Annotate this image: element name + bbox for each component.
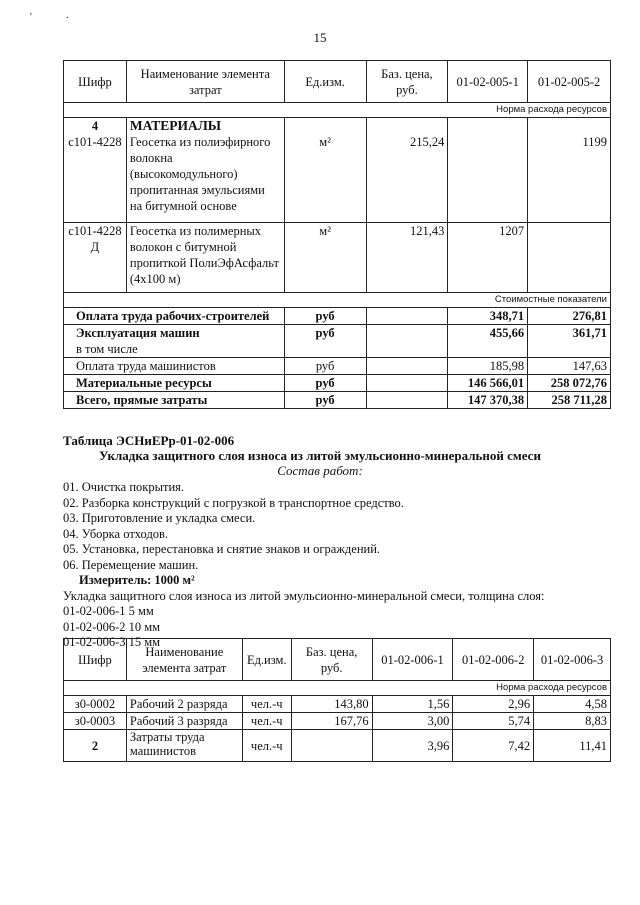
section-number: 4 [91,119,99,133]
variant: 01-02-006-2 10 мм [63,619,161,634]
row-value-1: 3,00 [372,713,453,730]
row-value-2 [528,223,611,293]
work-step: 01. Очистка покрытия. [63,480,185,494]
row-unit: м² [284,223,366,293]
row-value-1: 1207 [448,223,528,293]
row-unit: чел.-ч [242,713,291,730]
header-col-2: 01-02-006-2 [453,639,534,681]
cost-value-2: 147,63 [528,358,611,375]
row-code: с101-4228 [68,135,122,149]
table-row [64,730,611,762]
table-row [64,118,127,223]
cost-name: Эксплуатация машин [64,325,285,342]
work-steps [63,480,545,651]
cost-value-2: 258 711,28 [528,392,611,409]
cost-row [64,308,611,325]
row-price [291,730,372,762]
variant: 01-02-006-3 15 мм [63,635,161,649]
header-name: Наименование элемента затрат [126,639,242,681]
row-value-2: 1199 [528,118,611,223]
row-value-2: 5,74 [453,713,534,730]
norm-label: Норма расхода ресурсов [64,681,611,696]
cost-unit: руб [284,308,366,325]
row-name: Рабочий 2 разряда [126,696,242,713]
cost-value-1: 348,71 [448,308,528,325]
variant: 01-02-006-1 5 мм [63,604,154,618]
resource-table-2 [63,638,611,762]
row-code: з0-0002 [64,696,127,713]
cost-value-2 [528,341,611,358]
row-name: Рабочий 3 разряда [126,713,242,730]
work-step: 05. Установка, перестановка и снятие знаков и ограждений. [63,542,381,556]
table-row [64,713,611,730]
cost-row [64,358,611,375]
cost-unit: руб [284,325,366,342]
row-value-3: 4,58 [534,696,611,713]
cost-value-1: 455,66 [448,325,528,342]
corner-mark-2: . [66,10,69,21]
row-unit: чел.-ч [242,730,291,762]
work-step: 03. Приготовление и укладка смеси. [63,511,256,525]
section-title: МАТЕРИАЛЫ [129,118,222,133]
row-name: Геосетка из полимерных волокон с битумной пропиткой ПолиЭфАсфальт (4х100 м) [126,223,284,293]
cost-row [64,392,611,409]
cost-row [64,341,611,358]
cost-value-2: 258 072,76 [528,375,611,392]
row-code: з0-0003 [64,713,127,730]
cost-unit: руб [284,375,366,392]
cost-name: Материальные ресурсы [64,375,285,392]
header-code: Шифр [64,61,127,103]
header-price: Баз. цена, руб. [291,639,372,681]
header-col-1: 01-02-005-1 [448,61,528,103]
header-col-1: 01-02-006-1 [372,639,453,681]
cost-row [64,375,611,392]
work-step: 06. Перемещение машин. [63,557,199,572]
corner-mark-1: ' [30,12,32,23]
row-value-1 [448,118,528,223]
cost-name: в том числе [64,341,285,358]
row-name: Затраты труда машинистов [126,730,242,762]
row-unit: чел.-ч [242,696,291,713]
cost-name: Всего, прямые затраты [64,392,285,409]
cost-unit [284,341,366,358]
norm-label: Норма расхода ресурсов [64,103,611,118]
row-price: 167,76 [291,713,372,730]
header-name: Наименование элемента затрат [126,61,284,103]
table-subtitle: Укладка защитного слоя износа из литой эмульсионно-минеральной смеси [99,448,541,463]
row-unit: м² [284,118,366,223]
row-code: с101-4228Д [64,223,127,293]
header-price: Баз. цена, руб. [366,61,448,103]
row-value-1: 1,56 [372,696,453,713]
table-row [64,696,611,713]
cost-value-1 [448,341,528,358]
row-price: 215,24 [366,118,448,223]
header-unit: Ед.изм. [242,639,291,681]
description: Укладка защитного слоя износа из литой эмульсионно-минеральной смеси, толщина слоя: [63,588,545,603]
composition-heading: Состав работ: [277,463,363,478]
page-number: 15 [313,30,327,45]
cost-name: Оплата труда машинистов [64,358,285,375]
work-step: 04. Уборка отходов. [63,526,169,541]
row-value-1: 3,96 [372,730,453,762]
cost-value-2: 361,71 [528,325,611,342]
row-value-2: 7,42 [453,730,534,762]
row-value-2: 2,96 [453,696,534,713]
cost-label: Стоимостные показатели [64,293,611,308]
row-code: 2 [64,730,127,762]
cost-unit: руб [284,392,366,409]
cost-value-1: 185,98 [448,358,528,375]
table-title: Таблица ЭСНиЕРр-01-02-006 [63,433,235,448]
meter: Измеритель: 1000 м² [79,573,195,587]
cost-value-1: 146 566,01 [448,375,528,392]
cost-value-1: 147 370,38 [448,392,528,409]
row-value-3: 8,83 [534,713,611,730]
row-price: 143,80 [291,696,372,713]
row-name-text: Геосетка из полиэфирного волокна (высокомодульного) пропитанная эмульсиями на битумной основе [129,135,271,213]
header-code: Шифр [64,639,127,681]
cost-name: Оплата труда рабочих-строителей [64,308,285,325]
row-price: 121,43 [366,223,448,293]
header-col-2: 01-02-005-2 [528,61,611,103]
row-value-3: 11,41 [534,730,611,762]
row-name [126,118,284,223]
cost-unit: руб [284,358,366,375]
work-step: 02. Разборка конструкций с погрузкой в транспортное средство. [63,495,404,510]
header-unit: Ед.изм. [284,61,366,103]
header-col-3: 01-02-006-3 [534,639,611,681]
cost-value-2: 276,81 [528,308,611,325]
cost-row [64,325,611,342]
resource-table-1 [63,60,611,409]
